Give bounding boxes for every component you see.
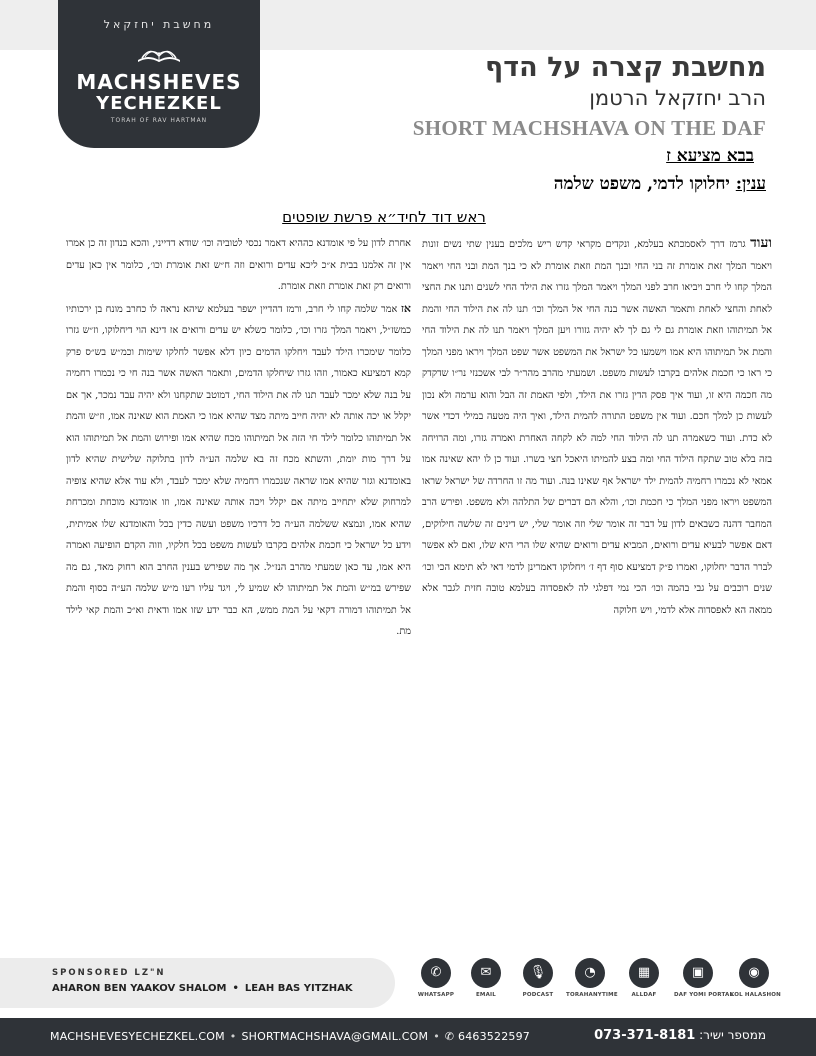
paragraph: אחרת לדון על פי אומדנא כההיא דאמר נכסי לטוביה וכו׳ שודא דדייני, והכא בנדון זה כן אמרו אין זה אלמנו בבית א״כ ליכא עדים ורואים וזה ח״ש זאת אומרת וכו׳, כלומר אין כאן עדים ורואים רק זאת אומרת וזאת אומרת.: [66, 238, 411, 292]
logo-line2: YECHEZKEL: [96, 93, 222, 114]
icon-label: TORAHANYTIME: [566, 992, 618, 998]
rabbi-name: הרב יחזקאל הרטמן: [589, 86, 766, 110]
paragraph: [66, 298, 411, 643]
daf-yomi-portal-icon: ▣: [683, 958, 713, 988]
icon-label: KOL HALASHON: [730, 992, 781, 998]
logo[interactable]: [58, 0, 260, 148]
kol-halashon-link[interactable]: [730, 958, 781, 998]
sponsor-name-1: AHARON BEN YAAKOV SHALOM: [52, 983, 227, 994]
icon-label: ALLDAF: [631, 992, 657, 998]
icon-label: DAF YOMI PORTAL: [674, 992, 734, 998]
footer: [0, 1018, 816, 1056]
sponsor-label: SPONSORED LZ"N: [52, 968, 166, 978]
whatsapp-number[interactable]: 6463522597: [458, 1030, 531, 1043]
kol-halashon-icon: ◉: [739, 958, 769, 988]
daf-yomi-portal-link[interactable]: [674, 958, 734, 998]
podcast-link[interactable]: [514, 958, 562, 998]
icon-label: WHATSAPP: [417, 992, 455, 998]
paragraph-text: אמר שלמה קחו לי חרב, ורמז דהדיין ישפר בעלמא שיהא נראה לו כחרב מונח בן ירכותיו כמשז״ל, ויאמר המלך גזרו וכו׳, כלומר כשלא יש עדים ורואים אז דינא הוי דיחלוקו, וז״ש גזרו כלומר שימכרו הילד לעבד ויחלקו הדמים כיון דלא אפשר לחלקו שימות וכמ״ש בש״ס פרק קמא דמציעא כאמור, וזהו גזרו שיחלקו הדמים, ותאמר האשה אשר בנה חי כי נכמרו רחמיה על בנה שלא ימכר לעבד תנו לה את הילוד החי, דמוטב שתקחנו ולא יהיה עבד נמכר, אך אם יקלל או יכה אותה לא יהיה חייב מיתה מצד שהיא אמו כי האמת הוא שאינה אמו, וז״ש והמת אל תמיתוהו כלומר לילד חי הזה אל תמיתוהו מכח שהיא אמו ופירוש והמת אל תמיתוהו הוא על דרך מות יומת, והשתא מכח זה בא שלמה הע״ה לדון בתלוקה שלישית שהיא לדון באומדנא וגזר שהיא אמו שראה שנכמרו רחמיה שלא ימכר לעבד, ולא עוד אלא שהיא צופיה למרחוק שלא יתחייב מיתה אם יקלל ויכה אותה שאינה אמו, וזו אומדנא מוכחת ומכרחת שהיא אמו, ונמצא ששלמה הע״ה כל דרכיו משפט ועשה כדין בכל והאומדנא שלו אמיתית, וידע כל ישראל כי חכמת אלהים בקרבו לעשות משפט בכל חלקיו, וזוה הקדם הופיעה ואמרה היא אמו, עד כאן שמעתי מהרב הנז״ל. אך מה שפירש בענין החרב הוא רחוק מאד, גם מה שפירש במ״ש והמת אל תמיתוהו לא שמיע לי, ויגד עליו רעו מ״ש שלמה הע״ה בסוף והמת אל תמיתוהו דמורה דקאי על המת ממש, הא כבר ידע שזו אמו ודאית וא״כ והמת קאי לילד מת.: [66, 303, 411, 637]
sponsor-name-2: LEAH BAS YITZHAK: [244, 983, 353, 994]
separator: •: [433, 1030, 440, 1043]
torahanytime-link[interactable]: [566, 958, 618, 998]
contact-icons: [408, 958, 792, 1008]
body-column-left: [66, 233, 411, 923]
alldaf-link[interactable]: [620, 958, 668, 998]
paragraph-text: גרמז דרך לאסמכתא בעלמא, ונקדים מקראי קדש ריש מלכים בענין שתי נשים זונות ויאמר המלך זאת אומרת זה בני החי ובנך המת וזאת אומרת לא כי בנך המת ובני החי ויאמר המלך קחו לי חרב ויביאו חרב לפני המלך ויאמר המלך גזרו את הילד החי לשנים ותנו את החצי לאחת והחצי לאחת ותאמר האשה אשר בנה החי אל המלך וכו׳ תנו לה את הילוד החי והמת אל תמיתוהו וזאת אומרת גם לי גם לך לא יהיה גזורו ויען המלך ויאמר תנו לה את הילוד החי והמת אל תמיתוהו היא אמו וישמעו כל ישראל את המשפט אשר שפט המלך ויראו מפני המלך כי ראו כי חכמת אלהים בקרבו לעשות משפט. ושמעתי מהרב מהר״ר לבי אשכנזי נר״ו שדקדק מה חכמה היא זו, ועוד איך פסק הדין גזרו את הילד, ולפי האמת זה הבל והוא ערמה ולא נכון לעשות כן למלך חכם. ועוד אין משפט התורה להמית הילד, ואיך היה מטעה במילי דכדי אשר לא כדת. ועוד כשאמרה תנו לה הילוד החי למה לא לקחה האחרת ואמרה גזרו, ומה הרויחה בזה בלא טוב שתקח הילוד החי ומה בצע להמיתו היאכל חצי בשרו. ועוד כן לו יהא שאינה אמו אמאי לא נכמרו רחמיה להמית ילד ישראל אף שאינו בנה. ועוד מה זו החרדה של ישראל שראו המשפט ויראו מפני המלך כי חכמת וכו׳, והלא הם דברים של התלהה ולא משפט. ופירש הרב המחבר דהנה כשבאים לדון על דבר זה אומר שלי וזה אומר שלי, יש דינים זה שלשה חילוקים, דאם אפשר לבעיא עדים ורואים, המביא עדים ורואים שהיא שלו הרי היא שלו, ואם לא אפשר לברר הדבר יחלוקו, ואמרו פ״ק דמציעא סוף דף ז׳ ויחלוקו דאמרינן לדמי דאי לא תימא הכי וכו׳ שנים רוכבים על גבי בהמה וכו׳ הכי נמי דפלגי לה לאפסדוה בעלמא טובה חזית לגבר אלא ממאה הא לאפסדוה אלא לדמי, ויש חלוקה: [422, 239, 772, 616]
footer-phone: [594, 1028, 766, 1043]
inyan-text: יחלוקו לדמי, משפט שלמה: [553, 174, 730, 194]
sponsor-separator: •: [232, 983, 239, 994]
body-column-right: [422, 233, 772, 923]
footer-contacts: [50, 1030, 530, 1043]
email-icon: ✉: [471, 958, 501, 988]
open-book-icon: [134, 38, 184, 66]
torahanytime-icon: ◔: [575, 958, 605, 988]
source-title: ראש דוד לחיד״א פרשת שופטים: [282, 208, 486, 226]
logo-hebrew: מחשבת יחזקאל: [103, 18, 215, 31]
inyan-label: ענין:: [735, 174, 766, 194]
paragraph: [422, 233, 772, 621]
phone-number[interactable]: 073-371-8181: [594, 1028, 696, 1043]
separator: •: [229, 1030, 237, 1043]
page-title: מחשבת קצרה על הדף: [485, 52, 766, 83]
icon-label: EMAIL: [475, 992, 497, 998]
email-link[interactable]: [462, 958, 510, 998]
icon-label: PODCAST: [522, 992, 554, 998]
lead-word: אז: [400, 301, 411, 315]
email-address[interactable]: SHORTMACHSHAVA@GMAIL.COM: [241, 1030, 429, 1043]
website-link[interactable]: MACHSHEVESYECHEZKEL.COM: [50, 1030, 225, 1043]
english-title: SHORT MACHSHAVA ON THE DAF: [412, 116, 766, 140]
sponsor-names: [52, 983, 353, 994]
inyan-line: [554, 174, 766, 194]
alldaf-icon: ▦: [629, 958, 659, 988]
whatsapp-small-icon: ✆: [444, 1030, 459, 1043]
daf-reference: בבא מציעא ז: [666, 146, 754, 166]
lead-word: ועוד: [750, 235, 772, 251]
phone-label: ממספר ישיר:: [699, 1028, 766, 1042]
whatsapp-link[interactable]: [412, 958, 460, 998]
podcast-icon: 🎙: [523, 958, 553, 988]
logo-tagline: TORAH OF RAV HARTMAN: [110, 117, 208, 124]
whatsapp-icon: ✆: [421, 958, 451, 988]
logo-line1: MACHSHEVES: [76, 70, 242, 94]
